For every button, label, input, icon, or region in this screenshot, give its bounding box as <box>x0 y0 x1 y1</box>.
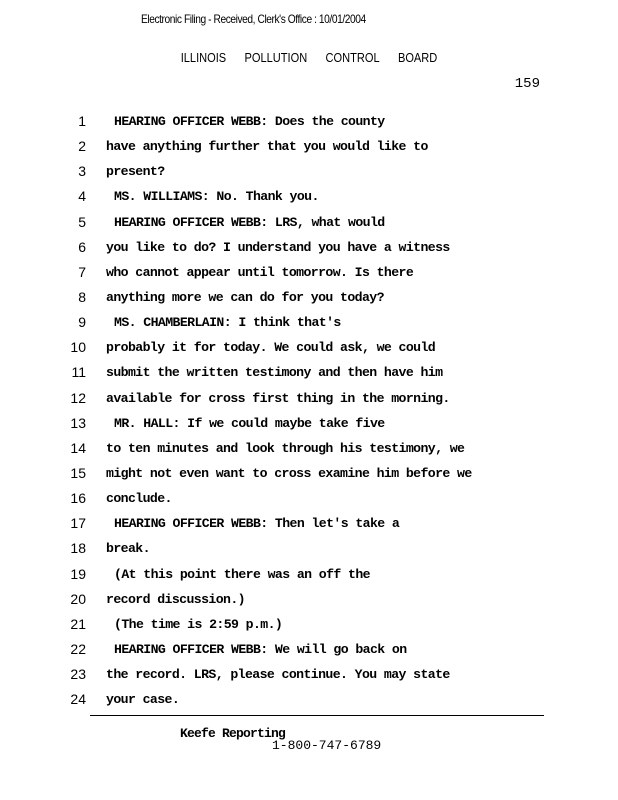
line-number: 13 <box>70 414 86 431</box>
line-number: 4 <box>78 188 86 205</box>
line-text: have anything further that you would like to <box>106 139 428 155</box>
line-text: your case. <box>106 692 180 708</box>
line-number: 15 <box>70 464 86 481</box>
line-number: 7 <box>78 263 86 280</box>
filing-stamp: Electronic Filing - Received, Clerk's Office : 10/01/2004 <box>141 12 366 26</box>
transcript-line <box>0 690 618 715</box>
line-text: who cannot appear until tomorrow. Is there <box>106 264 414 280</box>
line-number: 18 <box>70 540 86 557</box>
line-text: might not even want to cross examine him before we <box>106 465 472 481</box>
line-number: 12 <box>70 389 86 406</box>
line-text: HEARING OFFICER WEBB: LRS, what would <box>114 214 385 230</box>
transcript-line <box>0 539 618 564</box>
transcript-line <box>0 238 618 263</box>
line-number: 21 <box>70 615 86 632</box>
line-number: 16 <box>70 490 86 507</box>
transcript-line <box>0 338 618 363</box>
line-text: record discussion.) <box>106 591 245 607</box>
line-number: 2 <box>78 138 86 155</box>
transcript-line <box>0 288 618 313</box>
board-word: CONTROL <box>325 50 380 65</box>
transcript-line <box>0 489 618 514</box>
transcript-line <box>0 439 618 464</box>
line-number: 9 <box>78 314 86 331</box>
line-text: available for cross first thing in the morning. <box>106 390 450 406</box>
line-number: 11 <box>71 364 86 381</box>
line-text: you like to do? I understand you have a witness <box>106 239 450 255</box>
line-number: 10 <box>70 339 86 356</box>
line-text: HEARING OFFICER WEBB: Does the county <box>114 114 385 129</box>
page-number: 159 <box>514 76 540 92</box>
transcript-line <box>0 665 618 690</box>
transcript-line <box>0 187 618 212</box>
reporting-phone: 1-800-747-6789 <box>272 738 382 753</box>
board-word: BOARD <box>397 50 438 65</box>
transcript-line <box>0 464 618 489</box>
board-word: POLLUTION <box>244 50 308 65</box>
line-number: 6 <box>78 238 86 255</box>
line-number: 23 <box>70 666 86 683</box>
transcript-line <box>0 414 618 439</box>
line-text: conclude. <box>106 491 172 507</box>
line-text: HEARING OFFICER WEBB: Then let's take a <box>114 516 400 532</box>
transcript-line <box>0 389 618 414</box>
line-number: 3 <box>78 163 86 180</box>
line-text: the record. LRS, please continue. You may state <box>106 667 450 683</box>
board-title <box>46 50 571 65</box>
line-text: anything more we can do for you today? <box>106 289 384 305</box>
transcript-line <box>0 263 618 288</box>
line-text: present? <box>106 164 165 180</box>
transcript-line <box>0 112 618 137</box>
transcript-line <box>0 590 618 615</box>
line-text: break. <box>106 541 150 557</box>
line-text: MS. CHAMBERLAIN: I think that's <box>114 315 341 331</box>
transcript-line <box>0 514 618 539</box>
line-text: (The time is 2:59 p.m.) <box>114 616 283 632</box>
line-text: to ten minutes and look through his testimony, we <box>106 440 465 456</box>
line-text: MR. HALL: If we could maybe take five <box>114 415 385 431</box>
line-number: 8 <box>78 288 86 305</box>
footer-divider <box>90 715 544 716</box>
transcript-line <box>0 213 618 238</box>
line-number: 14 <box>70 439 86 456</box>
transcript-line <box>0 137 618 162</box>
line-number: 22 <box>70 640 86 657</box>
line-number: 5 <box>78 213 86 230</box>
line-text: probably it for today. We could ask, we could <box>106 340 436 356</box>
transcript-line <box>0 162 618 187</box>
transcript-lines <box>0 112 618 715</box>
line-text: submit the written testimony and then have him <box>106 365 443 381</box>
line-number: 20 <box>70 590 86 607</box>
line-number: 19 <box>70 565 86 582</box>
transcript-line <box>0 615 618 640</box>
board-word: ILLINOIS <box>180 50 227 65</box>
line-number: 24 <box>70 691 86 708</box>
reporting-company: Keefe Reporting <box>180 726 286 741</box>
line-number: 17 <box>70 515 86 532</box>
line-number: 1 <box>78 113 86 129</box>
line-text: HEARING OFFICER WEBB: We will go back on <box>114 641 407 657</box>
line-text: (At this point there was an off the <box>114 566 370 582</box>
line-text: MS. WILLIAMS: No. Thank you. <box>114 189 319 205</box>
transcript-line <box>0 313 618 338</box>
transcript-line <box>0 363 618 388</box>
transcript-line <box>0 565 618 590</box>
transcript-line <box>0 640 618 665</box>
